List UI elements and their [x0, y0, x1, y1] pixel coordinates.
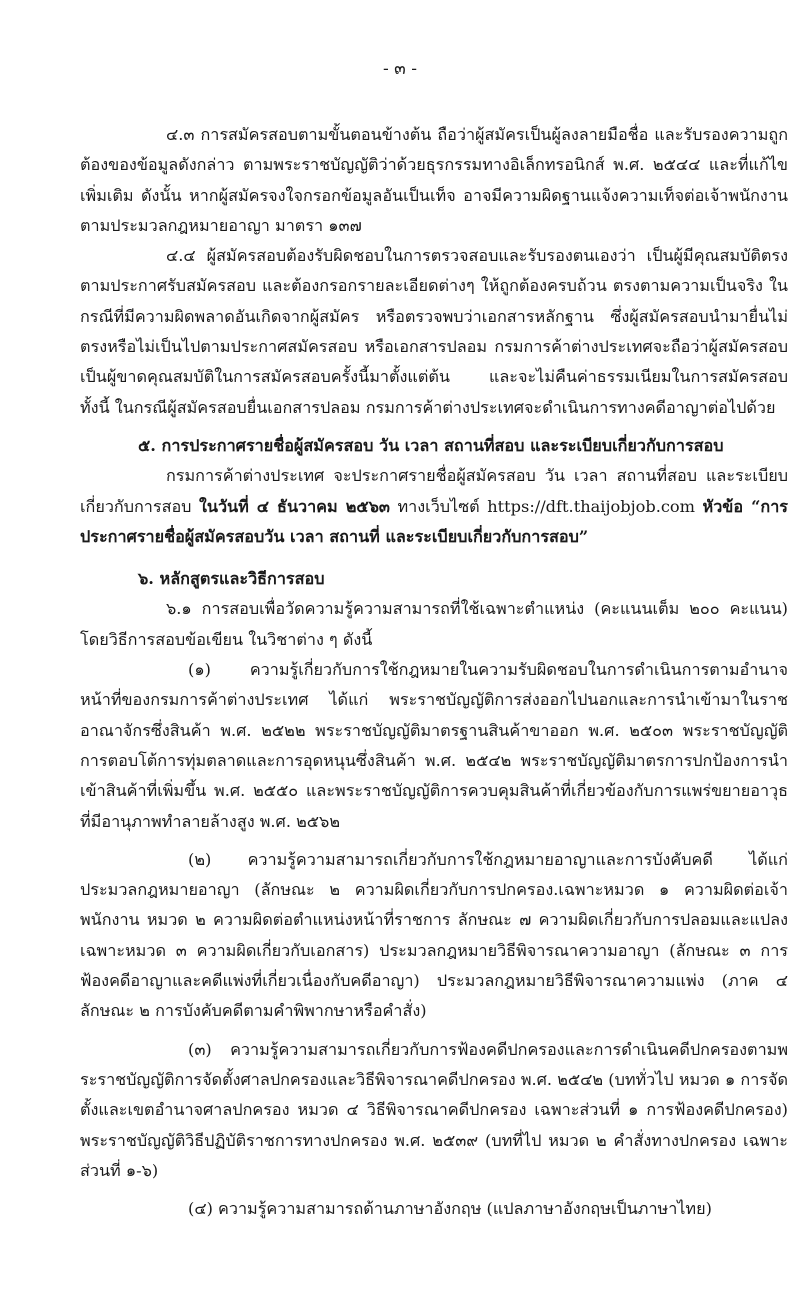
paragraph-4-3: ๔.๓ การสมัครสอบตามขั้นตอนข้างต้น ถือว่าผู้สมัครเป็นผู้ลงลายมือชื่อ และรับรองความถูกต้องของข้อมูลดังกล่าว ตามพระราชบัญญัติว่าด้วยธุรกรรมทางอิเล็กทรอนิกส์ พ.ศ. ๒๕๔๔ และที่แก้ไขเพิ่มเติม ดังนั้น หากผู้สมัครจงใจกรอกข้อมูลอันเป็นเท็จ อาจมีความผิดฐานแจ้งความเท็จต่อเจ้าพนักงานตามประมวลกฎหมายอาญา มาตรา ๑๓๗ [80, 125, 788, 235]
announcement-topic: หัวข้อ “การประกาศรายชื่อผู้สมัครสอบวัน เวลา สถานที่ และระเบียบเกี่ยวกับการสอบ” [80, 496, 789, 546]
exam-subject-3: (๓) ความรู้ความสามารถเกี่ยวกับการฟ้องคดีปกครองและการดำเนินคดีปกครองตามพระราชบัญญัติการจัดตั้งศาลปกครองและวิธีพิจารณาคดีปกครอง พ.ศ. ๒๕๔๒ (บททั่วไป หมวด ๑ การจัดตั้งและเขตอำนาจศาลปกครอง หมวด ๔ วิธีพิจารณาคดีปกครอง เฉพาะส่วนที่ ๑ การฟ้องคดีปกครอง) พระราชบัญญัติวิธีปฏิบัติราชการทางปกครอง พ.ศ. ๒๕๓๙ (บทที่ไป หมวด ๒ คำสั่งทางปกครอง เฉพาะส่วนที่ ๑-๖) [80, 1039, 788, 1180]
paragraph-5-text: กรมการค้าต่างประเทศ จะประกาศรายชื่อผู้สมัครสอบ วัน เวลา สถานที่สอบ และระเบียบเกี่ยวกับการสอบ [80, 466, 788, 516]
paragraph-5 [80, 461, 788, 552]
exam-subject-2: (๒) ความรู้ความสามารถเกี่ยวกับการใช้กฎหมายอาญาและการบังคับคดี ได้แก่ ประมวลกฎหมายอาญา (ลักษณะ ๒ ความผิดเกี่ยวกับการปกครอง.เฉพาะหมวด ๑ ความผิดต่อเจ้าพนักงาน หมวด ๒ ความผิดต่อตำแหน่งหน้าที่ราชการ ลักษณะ ๗ ความผิดเกี่ยวกับการปลอมและแปลง เฉพาะหมวด ๓ ความผิดเกี่ยวกับเอกสาร) ประมวลกฎหมายวิธีพิจารณาความอาญา (ลักษณะ ๓ การฟ้องคดีอาญาและคดีแพ่งที่เกี่ยวเนื่องกับคดีอาญา) ประมวลกฎหมายวิธีพิจารณาความแพ่ง (ภาค ๔ ลักษณะ ๒ การบังคับคดีตามคำพิพากษาหรือคำสั่ง) [80, 849, 788, 1021]
page-number: - ๓ - [383, 59, 417, 79]
exam-subject-1: (๑) ความรู้เกี่ยวกับการใช้กฎหมายในความรับผิดชอบในการดำเนินการตามอำนาจหน้าที่ของกรมการค้าต่างประเทศ ได้แก่ พระราชบัญญัติการส่งออกไปนอกและการนำเข้ามาในราชอาณาจักรซึ่งสินค้า พ.ศ. ๒๕๒๒ พระราชบัญญัติมาตรฐานสินค้าขาออก พ.ศ. ๒๕๐๓ พระราชบัญญัติการตอบโต้การทุ่มตลาดและการอุดหนุนซึ่งสินค้า พ.ศ. ๒๕๔๒ พระราชบัญญัติมาตรการปกป้องการนำเข้าสินค้าที่เพิ่มขึ้น พ.ศ. ๒๕๕๐ และพระราชบัญญัติการควบคุมสินค้าที่เกี่ยวข้องกับการแพร่ขยายอาวุธที่มีอานุภาพทำลายล้างสูง พ.ศ. ๒๕๖๒ [80, 660, 788, 831]
paragraph-4-4: ๔.๔ ผู้สมัครสอบต้องรับผิดชอบในการตรวจสอบและรับรองตนเองว่า เป็นผู้มีคุณสมบัติตรงตามประกาศรับสมัครสอบ และต้องกรอกรายละเอียดต่างๆ ให้ถูกต้องครบถ้วน ตรงตามความเป็นจริง ในกรณีที่มีความผิดพลาดอันเกิดจากผู้สมัคร หรือตรวจพบว่าเอกสารหลักฐาน ซึ่งผู้สมัครสอบนำมายื่นไม่ตรงหรือไม่เป็นไปตามประกาศสมัครสอบ หรือเอกสารปลอม กรมการค้าต่างประเทศจะถือว่าผู้สมัครสอบเป็นผู้ขาดคุณสมบัติในการสมัครสอบครั้งนี้มาตั้งแต่ต้น และจะไม่คืนค่าธรรมเนียมในการสมัครสอบ ทั้งนี้ ในกรณีผู้สมัครสอบยื่นเอกสารปลอม กรมการค้าต่างประเทศจะดำเนินการทางคดีอาญาต่อไปด้วย [80, 246, 788, 417]
document-body [80, 120, 788, 1224]
exam-subject-4: (๔) ความรู้ความสามารถด้านภาษาอังกฤษ (แปลภาษาอังกฤษเป็นภาษาไทย) [188, 1199, 712, 1219]
paragraph-6-1: ๖.๑ การสอบเพื่อวัดความรู้ความสามารถที่ใช้เฉพาะตำแหน่ง (คะแนนเต็ม ๒๐๐ คะแนน) โดยวิธีการสอบข้อเขียน ในวิชาต่าง ๆ ดังนี้ [80, 599, 788, 649]
announcement-date: ในวันที่ ๔ ธันวาคม ๒๕๖๓ [198, 496, 390, 516]
heading-section-6: ๖. หลักสูตรและวิธีการสอบ [138, 569, 325, 589]
heading-section-5: ๕. การประกาศรายชื่อผู้สมัครสอบ วัน เวลา สถานที่สอบ และระเบียบเกี่ยวกับการสอบ [138, 435, 724, 455]
announcement-website: ทางเว็บไซต์ https://dft.thaijobjob.com [389, 496, 703, 516]
